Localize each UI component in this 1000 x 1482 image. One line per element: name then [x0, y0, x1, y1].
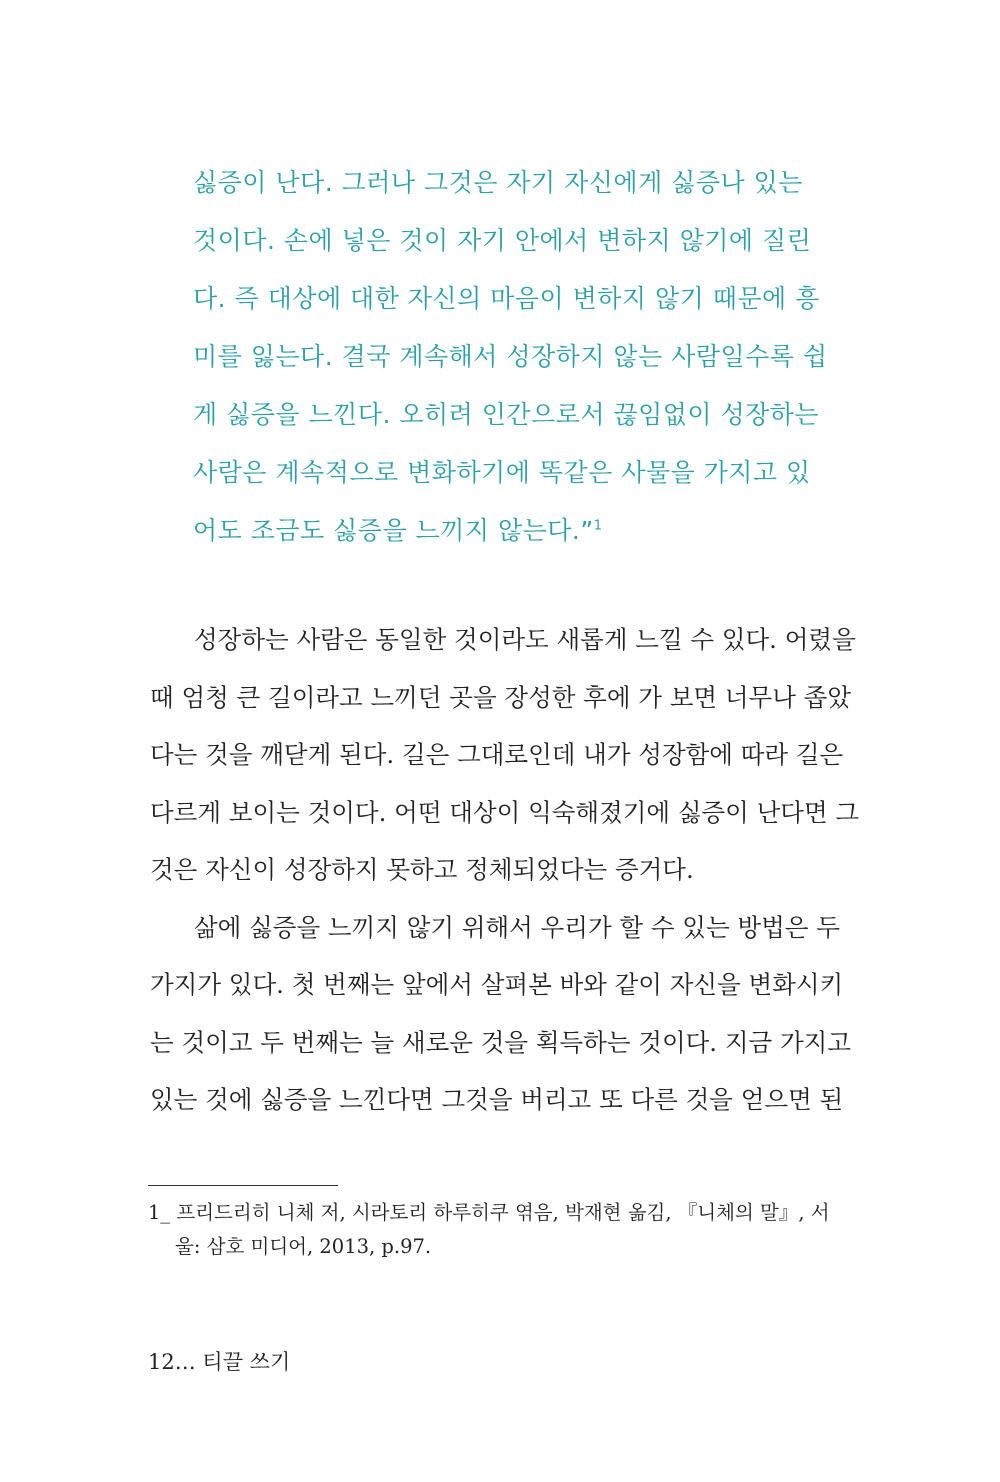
body-text [150, 611, 860, 1129]
body-line: 삶에 싫증을 느끼지 않기 위해서 우리가 할 수 있는 방법은 두 [194, 912, 840, 942]
quote-line: 것이다. 손에 넣은 것이 자기 안에서 변하지 않기에 질린 [193, 226, 812, 255]
quote-last-line [193, 502, 793, 560]
body-line: 때 엄청 큰 길이라고 느끼던 곳을 장성한 후에 가 보면 너무나 좁았 [150, 682, 852, 712]
page-footer [148, 1346, 290, 1376]
body-line: 는 것이고 두 번째는 늘 새로운 것을 획득하는 것이다. 지금 가지고 [150, 1027, 852, 1057]
body-line: 다르게 보이는 것이다. 어떤 대상이 익숙해졌기에 싫증이 난다면 그 [150, 797, 860, 827]
quote-line: 다. 즉 대상에 대한 자신의 마음이 변하지 않기 때문에 흥 [193, 284, 820, 313]
footnote-line: 1_ 프리드리히 니체 저, 시라토리 하루히쿠 엮음, 박재현 옮김, 『니체의 말』, 서 [148, 1201, 830, 1224]
body-line: 있는 것에 싫증을 느낀다면 그것을 버리고 또 다른 것을 얻으면 된 [150, 1085, 844, 1114]
block-quote [193, 154, 828, 560]
quote-line-text: 어도 조금도 싫증을 느끼지 않는다.” [193, 516, 594, 545]
footnote-line: 울: 삼호 미디어, 2013, p.97. [175, 1235, 432, 1258]
quote-line: 싫증이 난다. 그러나 그것은 자기 자신에게 싫증나 있는 [193, 168, 803, 197]
footnote-reference: 1 [593, 518, 603, 534]
body-line: 다는 것을 깨닫게 된다. 길은 그대로인데 내가 성장함에 따라 길은 [150, 740, 844, 769]
quote-line: 게 싫증을 느낀다. 오히려 인간으로서 끊임없이 성장하는 [193, 400, 820, 429]
footnote [148, 1196, 828, 1264]
book-title: 티끌 쓰기 [202, 1350, 291, 1374]
body-line: 가지가 있다. 첫 번째는 앞에서 살펴본 바와 같이 자신을 변화시키 [150, 970, 844, 999]
page-number: 12 [148, 1350, 175, 1374]
quote-line: 미를 잃는다. 결국 계속해서 성장하지 않는 사람일수록 쉽 [193, 342, 828, 371]
body-line: 성장하는 사람은 동일한 것이라도 새롭게 느낄 수 있다. 어렸을 [194, 625, 856, 654]
body-line: 것은 자신이 성장하지 못하고 정체되었다는 증거다. [150, 855, 694, 884]
footnote-divider [148, 1185, 338, 1186]
quote-line: 사람은 계속적으로 변화하기에 똑같은 사물을 가지고 있 [193, 458, 811, 487]
folio-separator: … [174, 1350, 196, 1374]
